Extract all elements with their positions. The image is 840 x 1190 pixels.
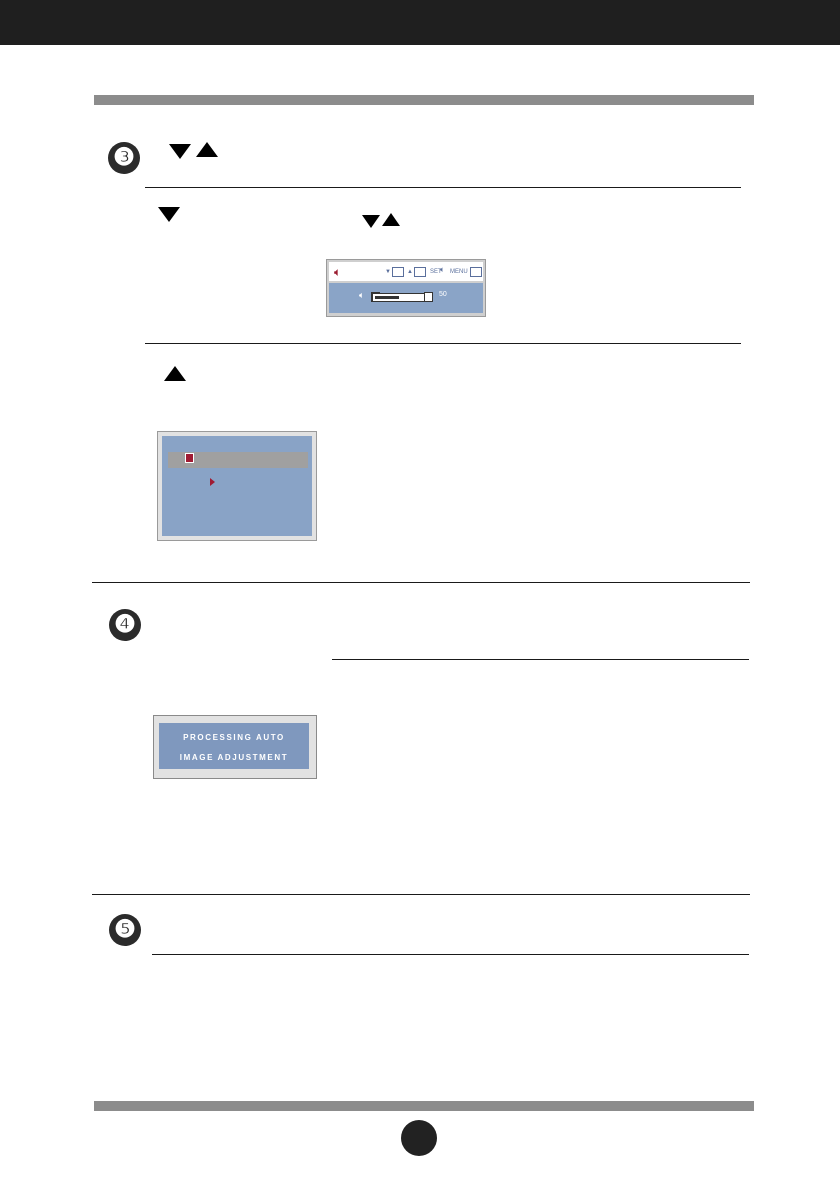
osd-auto-line2: IMAGE ADJUSTMENT	[179, 753, 289, 762]
down-arrow-icon	[169, 144, 191, 159]
step-5-number: ❺	[109, 914, 141, 946]
up-arrow-icon	[382, 213, 400, 226]
volume-slider	[372, 293, 426, 302]
up-arrow-icon	[196, 142, 218, 157]
section-rule	[92, 582, 750, 583]
page-number-badge	[401, 1120, 437, 1156]
rule	[332, 659, 749, 660]
menu-marker-icon	[185, 453, 194, 463]
submenu-arrow-icon	[210, 478, 215, 486]
osd-down-control: ▼	[385, 269, 391, 275]
plus-icon	[424, 292, 433, 302]
step-4-number: ❹	[109, 609, 141, 641]
top-divider-bar	[94, 95, 754, 105]
header-bar	[0, 0, 840, 45]
osd-box-icon	[414, 267, 426, 277]
osd-up-control: ▲	[407, 269, 413, 275]
volume-value: 50	[439, 291, 447, 298]
osd-auto-line1: PROCESSING AUTO	[183, 733, 285, 742]
step-3-rule	[145, 187, 741, 188]
osd-auto-panel	[153, 715, 317, 779]
osd-speaker-small-icon: 🔈︎	[440, 265, 445, 274]
up-arrow-icon	[164, 366, 186, 381]
osd-set-control: SET	[430, 269, 442, 275]
osd-volume-panel	[326, 259, 486, 317]
osd-exit-icon	[470, 267, 482, 277]
speaker-icon: 🔈︎	[334, 265, 342, 279]
speaker-icon: 🔈︎	[359, 290, 365, 300]
step-3-number: ❸	[108, 142, 140, 174]
osd-menu-control: MENU	[450, 269, 468, 275]
rule	[145, 343, 741, 344]
down-arrow-icon	[362, 215, 380, 228]
section-rule	[92, 894, 750, 895]
rule	[152, 954, 749, 955]
osd-box-icon	[392, 267, 404, 277]
down-arrow-icon	[158, 207, 180, 222]
osd-auto-body	[159, 723, 309, 769]
osd-volume-toolbar	[329, 262, 483, 281]
osd-menu-body	[162, 436, 312, 536]
osd-menu-panel	[157, 431, 317, 541]
volume-slider-fill	[375, 296, 399, 299]
bottom-divider-bar	[94, 1101, 754, 1111]
